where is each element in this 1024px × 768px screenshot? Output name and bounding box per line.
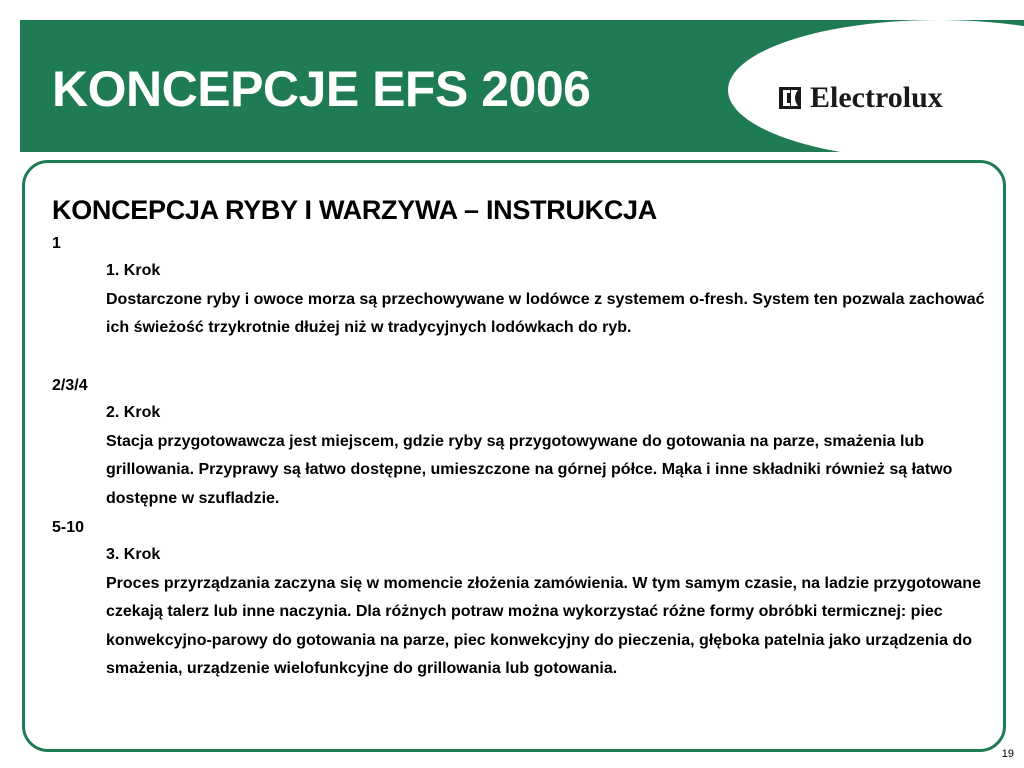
section-title: KONCEPCJA RYBY I WARZYWA – INSTRUKCJA	[52, 195, 657, 225]
step-number: 2/3/4	[52, 377, 88, 394]
step-text: Dostarczone ryby i owoce morza są przechowywane w lodówce z systemem o-fresh. System ten pozwala zachować ich świeżość trzykrotnie dłużej niż w tradycyjnych lodówkach do ryb.	[106, 290, 985, 336]
slide-title: KONCEPCJE EFS 2006	[52, 61, 591, 117]
step-number: 1	[52, 235, 61, 252]
step-block	[106, 541, 986, 684]
logo-text: Electrolux	[810, 81, 943, 114]
step-text: Proces przyrządzania zaczyna się w momencie złożenia zamówienia. W tym samym czasie, na ladzie przygotowane czekają talerz lub inne naczynia. Dla różnych potraw można wykorzystać różne formy obróbki termicznej: piec konwekcyjno-parowy do gotowania na parze, piec konwekcyjny do pieczenia, głęboka patelnia jako urządzenia do smażenia, urządzenie wielofunkcyjne do grillowania lub gotowania.	[106, 574, 981, 677]
electrolux-logo-icon	[778, 86, 802, 110]
step-number: 5-10	[52, 519, 85, 536]
step-heading: 2. Krok	[106, 404, 161, 421]
step-heading: 3. Krok	[106, 546, 161, 563]
step-block	[106, 257, 986, 343]
step-block	[106, 399, 986, 513]
step-text: Stacja przygotowawcza jest miejscem, gdzie ryby są przygotowywane do gotowania na parze, smażenia lub grillowania. Przyprawy są łatwo dostępne, umieszczone na górnej półce. Mąka i inne składniki również są łatwo dostępne w szufladzie.	[106, 432, 953, 507]
step-heading: 1. Krok	[106, 262, 161, 279]
page-number: 19	[1001, 748, 1014, 760]
electrolux-logo	[778, 80, 943, 116]
